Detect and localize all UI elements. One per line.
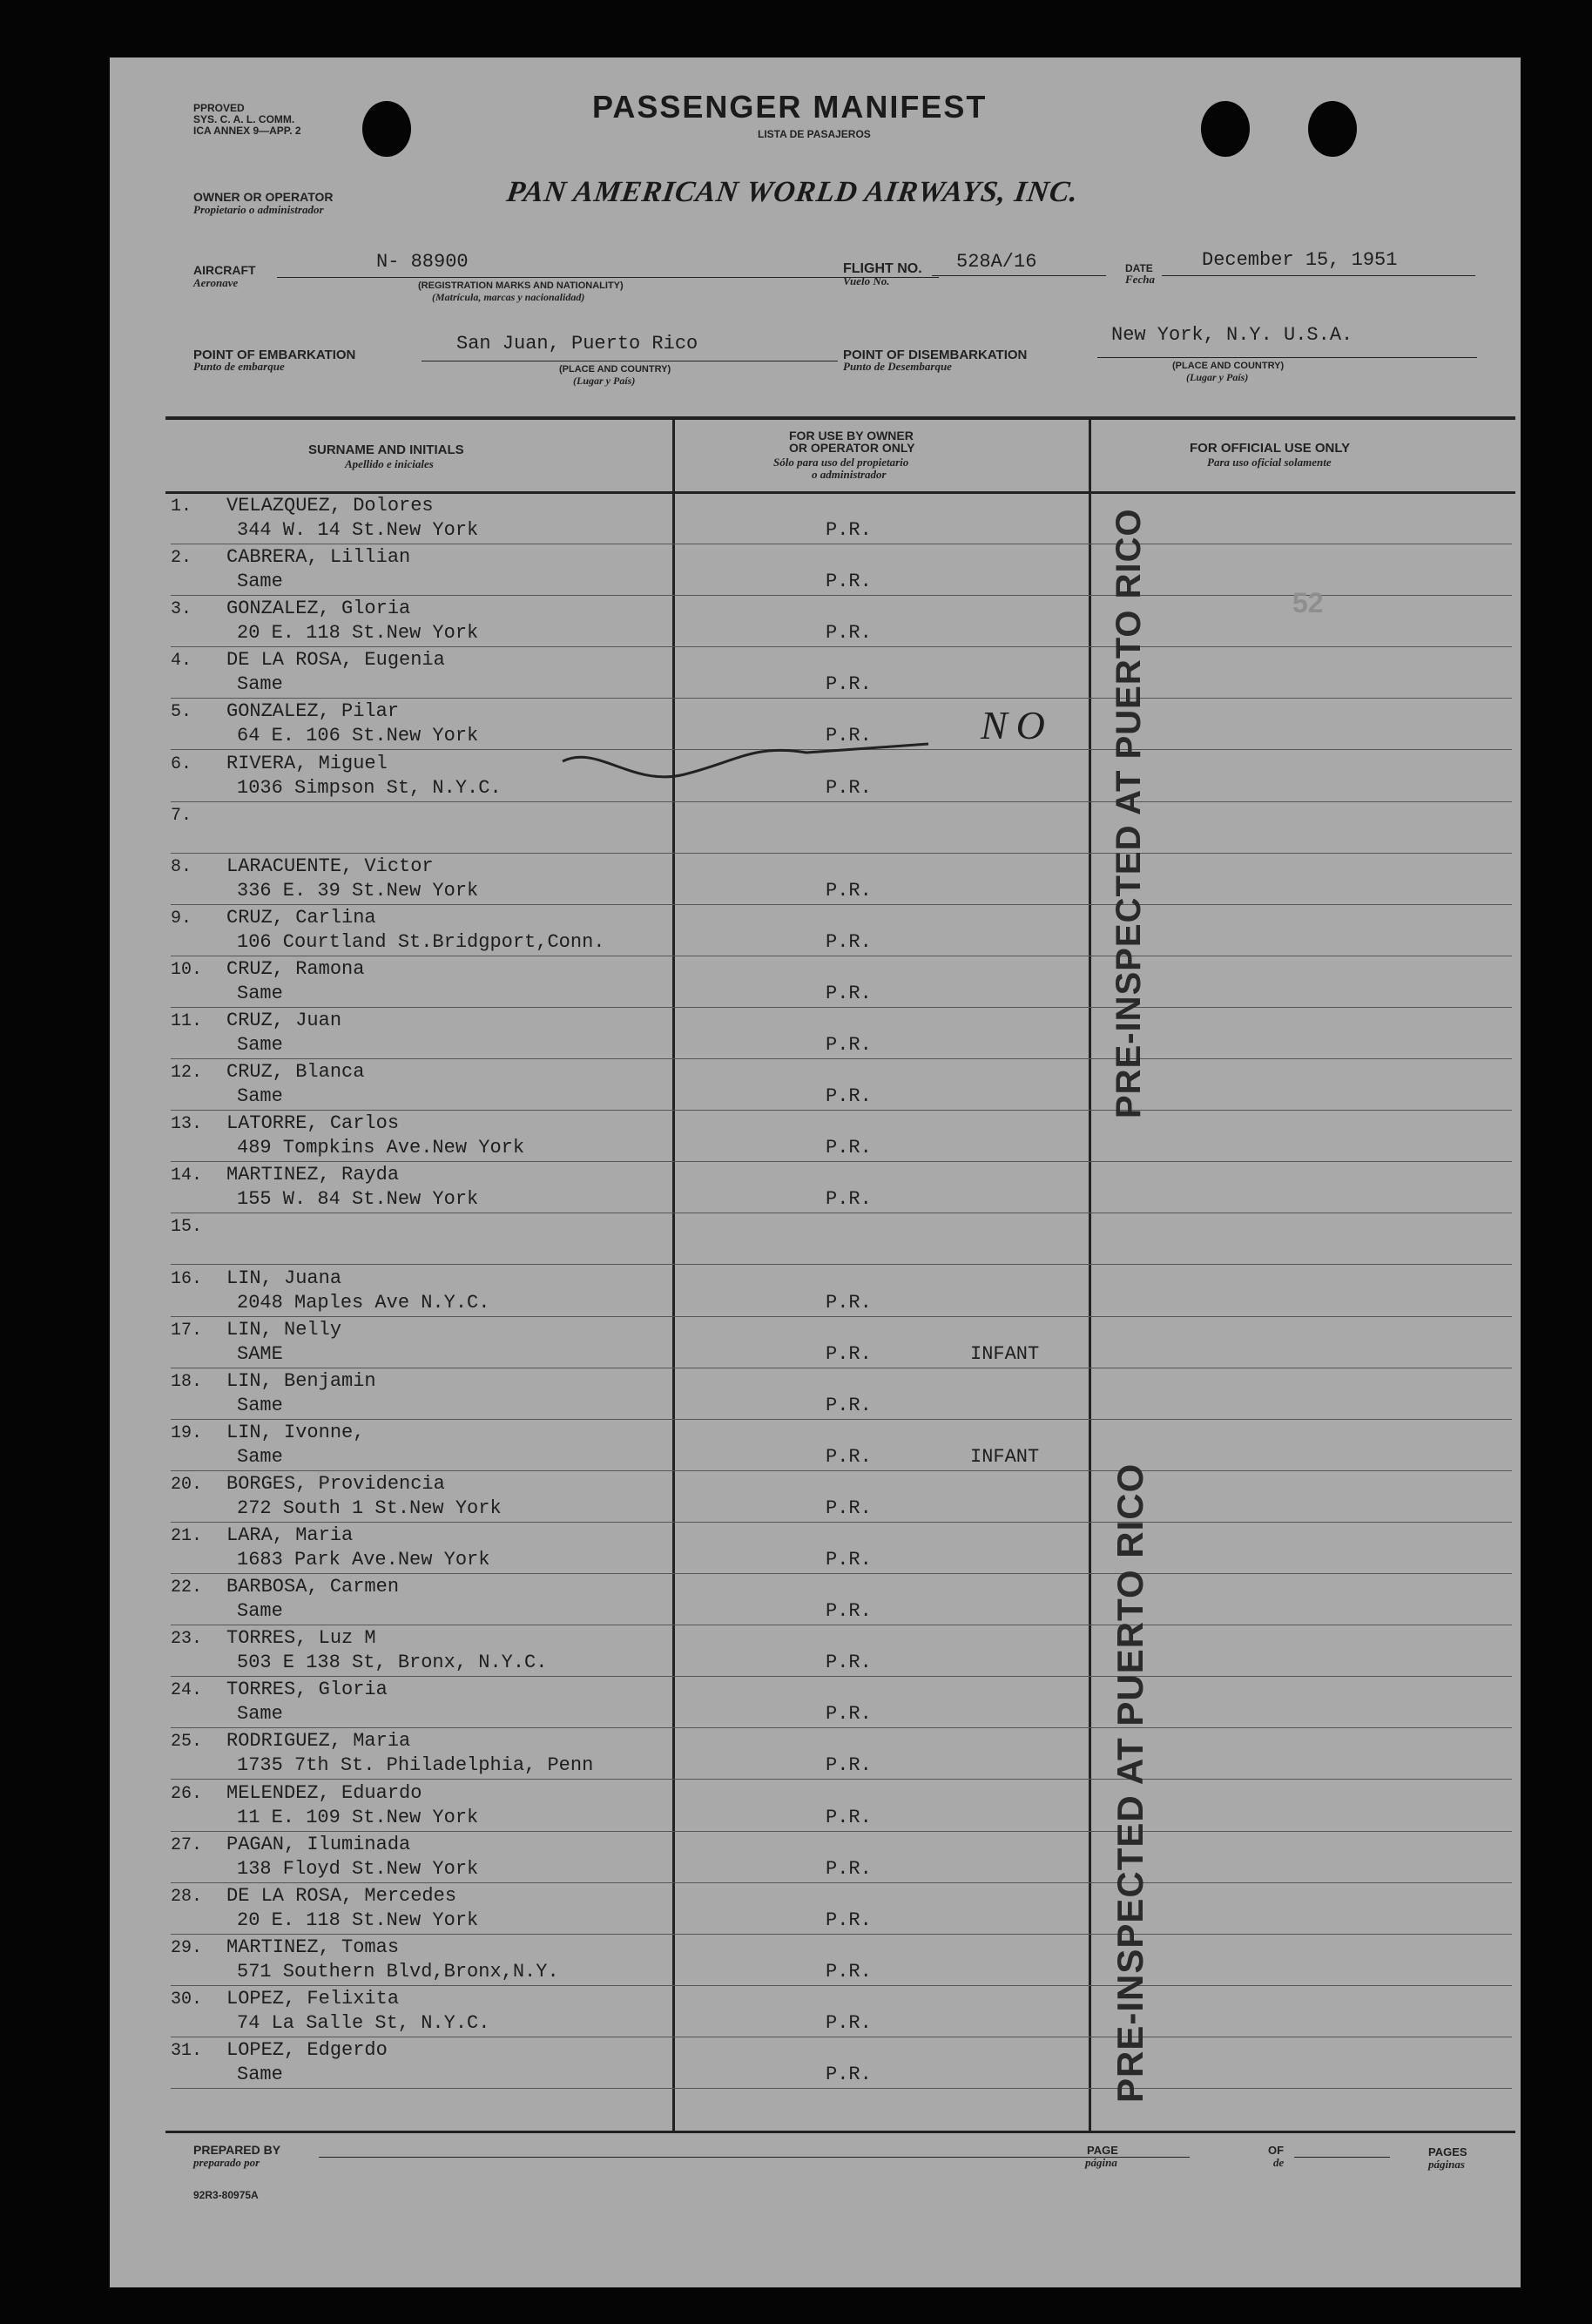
row-number: 29. <box>171 1937 203 1958</box>
passenger-address: Same <box>237 673 283 696</box>
table-row <box>110 1059 1521 1111</box>
disembark-value: New York, N.Y. U.S.A. <box>1111 324 1353 346</box>
approved-block <box>193 103 301 137</box>
col-owner-header-1: FOR USE BY OWNER <box>789 429 914 443</box>
owner-use-code: P.R. <box>826 930 872 953</box>
row-number: 2. <box>171 548 192 569</box>
passenger-address: Same <box>237 2064 283 2085</box>
embark-value: San Juan, Puerto Rico <box>456 333 698 355</box>
page-label-es: página <box>1085 2156 1117 2169</box>
passenger-name: VELAZQUEZ, Dolores <box>226 495 434 517</box>
table-row <box>110 1471 1521 1523</box>
passenger-name: MARTINEZ, Rayda <box>226 1164 400 1186</box>
owner-use-code: P.R. <box>826 1445 872 1468</box>
passenger-name: BORGES, Providencia <box>226 1472 445 1495</box>
punch-hole-right-2 <box>1308 101 1357 157</box>
table-row <box>110 1625 1521 1677</box>
passenger-address: 336 E. 39 St.New York <box>237 879 479 902</box>
table-row <box>110 1266 1521 1317</box>
passenger-name: LIN, Benjamin <box>226 1369 376 1392</box>
passenger-name: LOPEZ, Felixita <box>226 1987 400 2010</box>
table-row <box>110 956 1521 1008</box>
aircraft-value: N- 88900 <box>376 251 469 273</box>
pages-label: PAGES <box>1428 2145 1467 2158</box>
row-number: 27. <box>171 1834 203 1855</box>
date-label: DATE <box>1125 262 1153 274</box>
disembark-underline <box>1097 357 1477 358</box>
table-row <box>110 1574 1521 1625</box>
row-number: 21. <box>171 1526 203 1546</box>
passenger-name: RIVERA, Miguel <box>226 752 388 774</box>
passenger-address: Same <box>237 1703 283 1726</box>
passenger-name: LIN, Nelly <box>226 1318 342 1341</box>
owner-use-code: P.R. <box>826 776 872 799</box>
aircraft-note: (REGISTRATION MARKS AND NATIONALITY) <box>418 280 624 291</box>
passenger-name: GONZALEZ, Gloria <box>226 598 411 620</box>
table-row <box>110 1162 1521 1213</box>
table-row <box>110 905 1521 956</box>
owner-use-code: P.R. <box>826 519 872 541</box>
owner-use-code: P.R. <box>826 571 872 593</box>
row-number: 20. <box>171 1474 203 1495</box>
passenger-name: LATORRE, Carlos <box>226 1112 400 1135</box>
aircraft-label-es: Aeronave <box>193 276 239 289</box>
passenger-address: Same <box>237 1394 283 1416</box>
row-number: 22. <box>171 1577 203 1598</box>
owner-use-code: P.R. <box>826 982 872 1004</box>
passenger-address: 489 Tompkins Ave.New York <box>237 1137 525 1159</box>
passenger-note: INFANT <box>970 1342 1040 1365</box>
passenger-name: LARA, Maria <box>226 1524 354 1546</box>
table-row <box>110 1523 1521 1574</box>
passenger-address: Same <box>237 1445 283 1468</box>
passenger-name: CRUZ, Ramona <box>226 957 365 980</box>
owner-use-code: P.R. <box>826 1652 872 1674</box>
passenger-name: CRUZ, Blanca <box>226 1061 365 1084</box>
col-owner-header-es-2: o administrador <box>812 468 887 481</box>
table-top-rule <box>165 416 1515 420</box>
passenger-address: 138 Floyd St.New York <box>237 1857 479 1880</box>
table-row <box>110 1677 1521 1728</box>
owner-use-code: P.R. <box>826 1342 872 1365</box>
row-number: 3. <box>171 599 192 620</box>
row-number: 5. <box>171 702 192 723</box>
passenger-name: RODRIGUEZ, Maria <box>226 1730 411 1753</box>
passenger-address: 74 La Salle St, N.Y.C. <box>237 2011 490 2034</box>
row-number: 9. <box>171 908 192 929</box>
owner-use-code: P.R. <box>826 1703 872 1726</box>
row-number: 24. <box>171 1680 203 1701</box>
row-number: 6. <box>171 753 192 774</box>
embark-note: (PLACE AND COUNTRY) <box>559 364 671 375</box>
table-row <box>110 1986 1521 2037</box>
flight-value: 528A/16 <box>956 251 1037 273</box>
aircraft-note-es: (Matrícula, marcas y nacionalidad) <box>432 291 585 303</box>
passenger-address: 155 W. 84 St.New York <box>237 1188 479 1211</box>
passenger-note: INFANT <box>970 1445 1040 1468</box>
owner-use-code: P.R. <box>826 1857 872 1880</box>
row-number: 13. <box>171 1114 203 1135</box>
strike-through-mark <box>563 735 1433 787</box>
page-label: PAGE <box>1087 2144 1118 2157</box>
table-row <box>110 1317 1521 1368</box>
row-number: 11. <box>171 1011 203 1031</box>
row-divider <box>171 2088 1512 2089</box>
passenger-address: 106 Courtland St.Bridgport,Conn. <box>237 930 605 953</box>
table-row <box>110 1728 1521 1780</box>
row-number: 16. <box>171 1268 203 1289</box>
embark-label-es: Punto de embarque <box>193 360 285 373</box>
owner-value: PAN AMERICAN WORLD AIRWAYS, INC. <box>504 176 1081 208</box>
punch-hole-right-1 <box>1201 101 1250 157</box>
passenger-address: 20 E. 118 St.New York <box>237 1909 479 1931</box>
owner-use-code: P.R. <box>826 1034 872 1056</box>
row-number: 10. <box>171 959 203 980</box>
owner-use-code: P.R. <box>826 725 872 747</box>
owner-use-code: P.R. <box>826 1806 872 1828</box>
passenger-address: Same <box>237 1085 283 1108</box>
flight-label: FLIGHT NO. <box>843 261 922 276</box>
passenger-name: GONZALEZ, Pilar <box>226 700 400 723</box>
page-subtitle: LISTA DE PASAJEROS <box>758 128 871 140</box>
table-row <box>110 854 1521 905</box>
col-official-header: FOR OFFICIAL USE ONLY <box>1190 441 1351 456</box>
table-row <box>110 1420 1521 1471</box>
passenger-address: 1735 7th St. Philadelphia, Penn <box>237 1754 594 1777</box>
row-number: 15. <box>171 1217 203 1238</box>
col-official-header-es: Para uso oficial solamente <box>1207 456 1332 469</box>
passenger-address: 272 South 1 St.New York <box>237 1496 502 1519</box>
table-row <box>110 1111 1521 1162</box>
passenger-name: TORRES, Luz M <box>226 1627 376 1650</box>
owner-use-code: P.R. <box>826 1188 872 1211</box>
owner-use-code: P.R. <box>826 1496 872 1519</box>
table-row <box>110 1780 1521 1832</box>
row-number: 25. <box>171 1732 203 1753</box>
disembark-label: POINT OF DISEMBARKATION <box>843 348 1028 362</box>
row-number: 8. <box>171 856 192 877</box>
of-label-es: de <box>1273 2156 1285 2169</box>
of-underline <box>1294 2157 1390 2158</box>
col-owner-header-es-1: Sólo para uso del propietario <box>773 456 909 469</box>
row-number: 17. <box>171 1320 203 1341</box>
flight-label-es: Vuelo No. <box>843 274 890 287</box>
owner-use-code: P.R. <box>826 1600 872 1623</box>
owner-use-code: P.R. <box>826 1754 872 1777</box>
passenger-name: LIN, Juana <box>226 1267 342 1289</box>
table-row <box>110 802 1521 854</box>
owner-use-code: P.R. <box>826 673 872 696</box>
prepared-by-label-es: preparado por <box>193 2156 260 2169</box>
official-mark: 52 <box>1292 587 1324 618</box>
passenger-address: 64 E. 106 St.New York <box>237 725 479 747</box>
approved-line-2: SYS. C. A. L. COMM. <box>193 113 295 125</box>
prepared-by-label: PREPARED BY <box>193 2143 281 2157</box>
table-row <box>110 647 1521 699</box>
col-surname-header-es: Apellido e iniciales <box>345 457 434 470</box>
passenger-address: 344 W. 14 St.New York <box>237 519 479 541</box>
disembark-note-es: (Lugar y País) <box>1186 371 1249 383</box>
of-label: OF <box>1268 2144 1285 2157</box>
owner-use-code: P.R. <box>826 622 872 645</box>
owner-use-code: P.R. <box>826 2011 872 2034</box>
date-label-es: Fecha <box>1125 273 1155 286</box>
aircraft-label: AIRCRAFT <box>193 263 256 277</box>
passenger-name: PAGAN, Iluminada <box>226 1833 411 1855</box>
owner-use-code: P.R. <box>826 1909 872 1931</box>
row-number: 4. <box>171 651 192 672</box>
pages-label-es: páginas <box>1428 2158 1465 2171</box>
form-code: 92R3-80975A <box>193 2189 259 2201</box>
table-row <box>110 2037 1521 2089</box>
passenger-address: 1036 Simpson St, N.Y.C. <box>237 776 502 799</box>
owner-use-code: P.R. <box>826 879 872 902</box>
col-owner-header-2: OR OPERATOR ONLY <box>789 441 915 455</box>
passenger-name: CRUZ, Juan <box>226 1010 342 1031</box>
embark-note-es: (Lugar y País) <box>573 375 636 387</box>
owner-use-code: P.R. <box>826 2064 872 2085</box>
owner-use-code: P.R. <box>826 1960 872 1983</box>
passenger-address: 1683 Park Ave.New York <box>237 1549 490 1571</box>
owner-label: OWNER OR OPERATOR <box>193 190 334 204</box>
date-value: December 15, 1951 <box>1202 249 1398 271</box>
passenger-name: DE LA ROSA, Eugenia <box>226 649 445 672</box>
passenger-name: CRUZ, Carlina <box>226 906 376 929</box>
prepared-by-underline <box>319 2157 1190 2158</box>
passenger-name: LARACUENTE, Victor <box>226 855 434 877</box>
punch-hole-left <box>362 101 411 157</box>
owner-use-code: P.R. <box>826 1291 872 1314</box>
passenger-address: Same <box>237 982 283 1004</box>
table-row <box>110 1008 1521 1059</box>
disembark-note: (PLACE AND COUNTRY) <box>1172 361 1285 371</box>
embark-label: POINT OF EMBARKATION <box>193 348 356 362</box>
row-number: 19. <box>171 1422 203 1443</box>
passenger-address: 503 E 138 St, Bronx, N.Y.C. <box>237 1652 548 1674</box>
table-row <box>110 1213 1521 1265</box>
owner-use-code: P.R. <box>826 1549 872 1571</box>
row-number: 23. <box>171 1629 203 1650</box>
approved-line-3: ICA ANNEX 9—APP. 2 <box>193 125 301 137</box>
approved-line-1: PPROVED <box>193 102 245 114</box>
date-underline <box>1162 275 1475 276</box>
flight-underline <box>932 275 1106 276</box>
aircraft-underline <box>277 277 939 278</box>
passenger-address: Same <box>237 571 283 593</box>
passenger-name: MARTINEZ, Tomas <box>226 1936 400 1958</box>
pre-inspected-stamp-upper: PRE-INSPECTED AT PUERTO RICO <box>1110 508 1148 1118</box>
row-number: 18. <box>171 1371 203 1392</box>
passenger-name: LIN, Ivonne, <box>226 1421 365 1443</box>
page-title: PASSENGER MANIFEST <box>592 89 988 125</box>
col-surname-header: SURNAME AND INITIALS <box>308 443 464 457</box>
passenger-name: DE LA ROSA, Mercedes <box>226 1884 457 1907</box>
passenger-name: TORRES, Gloria <box>226 1679 388 1701</box>
row-number: 7. <box>171 805 192 826</box>
table-row <box>110 493 1521 544</box>
passenger-note: NO <box>981 703 1054 748</box>
disembark-label-es: Punto de Desembarque <box>843 360 952 373</box>
row-number: 31. <box>171 2041 203 2061</box>
passenger-address: Same <box>237 1034 283 1056</box>
row-number: 26. <box>171 1783 203 1804</box>
table-bottom-rule <box>165 2131 1515 2133</box>
passenger-address: 20 E. 118 St.New York <box>237 622 479 645</box>
row-number: 12. <box>171 1063 203 1084</box>
row-number: 1. <box>171 497 192 517</box>
passenger-name: BARBOSA, Carmen <box>226 1576 400 1598</box>
row-number: 14. <box>171 1165 203 1186</box>
pre-inspected-stamp-lower: PRE-INSPECTED AT PUERTO RICO <box>1110 1463 1150 2103</box>
owner-label-es: Propietario o administrador <box>193 203 324 216</box>
owner-use-code: P.R. <box>826 1137 872 1159</box>
row-number: 28. <box>171 1886 203 1907</box>
table-row <box>110 1935 1521 1986</box>
owner-use-code: P.R. <box>826 1085 872 1108</box>
passenger-address: 571 Southern Blvd,Bronx,N.Y. <box>237 1960 559 1983</box>
manifest-sheet <box>110 57 1521 2287</box>
passenger-address: 2048 Maples Ave N.Y.C. <box>237 1291 490 1314</box>
row-number: 30. <box>171 1989 203 2010</box>
passenger-address: SAME <box>237 1342 283 1365</box>
passenger-name: LOPEZ, Edgerdo <box>226 2039 388 2061</box>
passenger-address: 11 E. 109 St.New York <box>237 1806 479 1828</box>
passenger-name: MELENDEZ, Eduardo <box>226 1781 422 1804</box>
passenger-name: CABRERA, Lillian <box>226 546 411 569</box>
passenger-address: Same <box>237 1600 283 1623</box>
table-row <box>110 1368 1521 1420</box>
owner-use-code: P.R. <box>826 1394 872 1416</box>
table-row <box>110 1883 1521 1935</box>
table-row <box>110 1832 1521 1883</box>
